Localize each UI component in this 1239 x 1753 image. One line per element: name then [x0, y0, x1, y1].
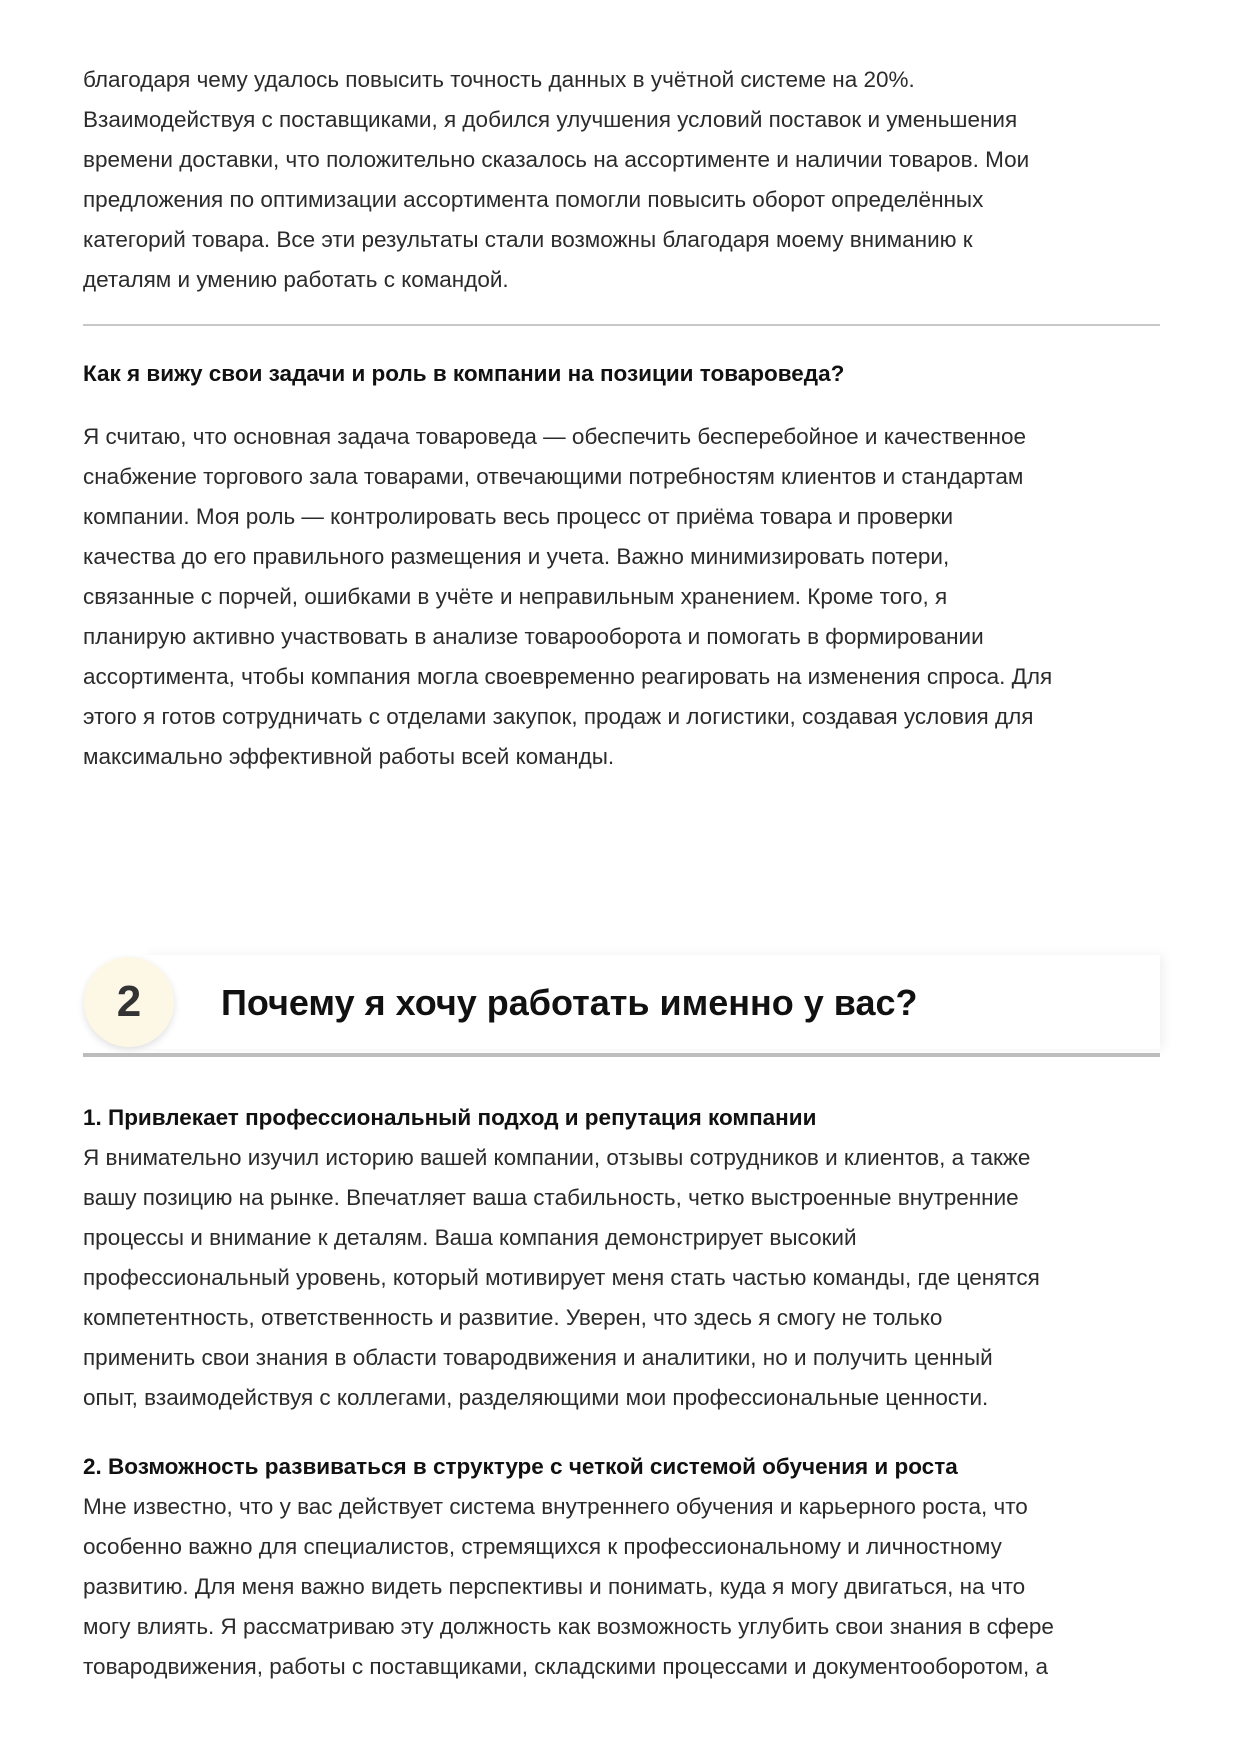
text-line: предложения по оптимизации ассортимента помогли повысить оборот определённых — [83, 187, 984, 212]
text-line: качества до его правильного размещения и учета. Важно минимизировать потери, — [83, 544, 950, 569]
text-line: особенно важно для специалистов, стремящихся к профессиональному и личностному — [83, 1534, 1002, 1559]
text-line: Взаимодействуя с поставщиками, я добился улучшения условий поставок и уменьшения — [83, 107, 1018, 132]
text-line: компании. Моя роль — контролировать весь процесс от приёма товара и проверки — [83, 504, 954, 529]
text-line: могу влиять. Я рассматриваю эту должность как возможность углубить свои знания в сфере — [83, 1614, 1054, 1639]
text-line: снабжение торгового зала товарами, отвечающими потребностям клиентов и стандартам — [83, 464, 1024, 489]
text-line: Я считаю, что основная задача товароведа — обеспечить бесперебойное и качественное — [83, 424, 1026, 449]
section-title: Почему я хочу работать именно у вас? — [221, 982, 918, 1023]
text-line: связанные с порчей, ошибками в учёте и неправильным хранением. Кроме того, я — [83, 584, 948, 609]
text-line: деталям и умению работать с командой. — [83, 267, 509, 292]
text-line: процессы и внимание к деталям. Ваша компания демонстрирует высокий — [83, 1225, 857, 1250]
text-line: этого я готов сотрудничать с отделами закупок, продаж и логистики, создавая условия для — [83, 704, 1034, 729]
text-line: планирую активно участвовать в анализе товарооборота и помогать в формировании — [83, 624, 984, 649]
section-divider — [83, 1053, 1160, 1057]
text-line: времени доставки, что положительно сказалось на ассортименте и наличии товаров. Мои — [83, 147, 1030, 172]
item-heading: 2. Возможность развиваться в структуре с четкой системой обучения и роста — [83, 1454, 958, 1479]
text-line: товародвижения, работы с поставщиками, складскими процессами и документооборотом, а — [83, 1654, 1049, 1679]
item-heading: 1. Привлекает профессиональный подход и репутация компании — [83, 1105, 817, 1130]
item-paragraph — [83, 1487, 1163, 1687]
item-paragraph — [83, 1138, 1163, 1418]
text-line: вашу позицию на рынке. Впечатляет ваша стабильность, четко выстроенные внутренние — [83, 1185, 1019, 1210]
question-heading: Как я вижу свои задачи и роль в компании на позиции товароведа? — [83, 361, 845, 386]
text-line: Я внимательно изучил историю вашей компании, отзывы сотрудников и клиентов, а также — [83, 1145, 1031, 1170]
text-line: категорий товара. Все эти результаты стали возможны благодаря моему вниманию к — [83, 227, 973, 252]
divider — [83, 324, 1160, 326]
text-line: развитию. Для меня важно видеть перспективы и понимать, куда я могу двигаться, на что — [83, 1574, 1026, 1599]
text-line: опыт, взаимодействуя с коллегами, разделяющими мои профессиональные ценности. — [83, 1385, 989, 1410]
text-line: компетентность, ответственность и развитие. Уверен, что здесь я смогу не только — [83, 1305, 943, 1330]
answer-paragraph — [83, 417, 1163, 777]
text-line: применить свои знания в области товародвижения и аналитики, но и получить ценный — [83, 1345, 993, 1370]
text-line: благодаря чему удалось повысить точность данных в учётной системе на 20%. — [83, 67, 915, 92]
text-line: профессиональный уровень, который мотивирует меня стать частью команды, где ценятся — [83, 1265, 1040, 1290]
intro-paragraph — [83, 60, 1163, 300]
text-line: максимально эффективной работы всей команды. — [83, 744, 615, 769]
section-header — [83, 950, 1160, 1054]
text-line: ассортимента, чтобы компания могла своевременно реагировать на изменения спроса. Для — [83, 664, 1053, 689]
section-number-badge: 2 — [84, 957, 174, 1047]
text-line: Мне известно, что у вас действует система внутреннего обучения и карьерного роста, что — [83, 1494, 1028, 1519]
